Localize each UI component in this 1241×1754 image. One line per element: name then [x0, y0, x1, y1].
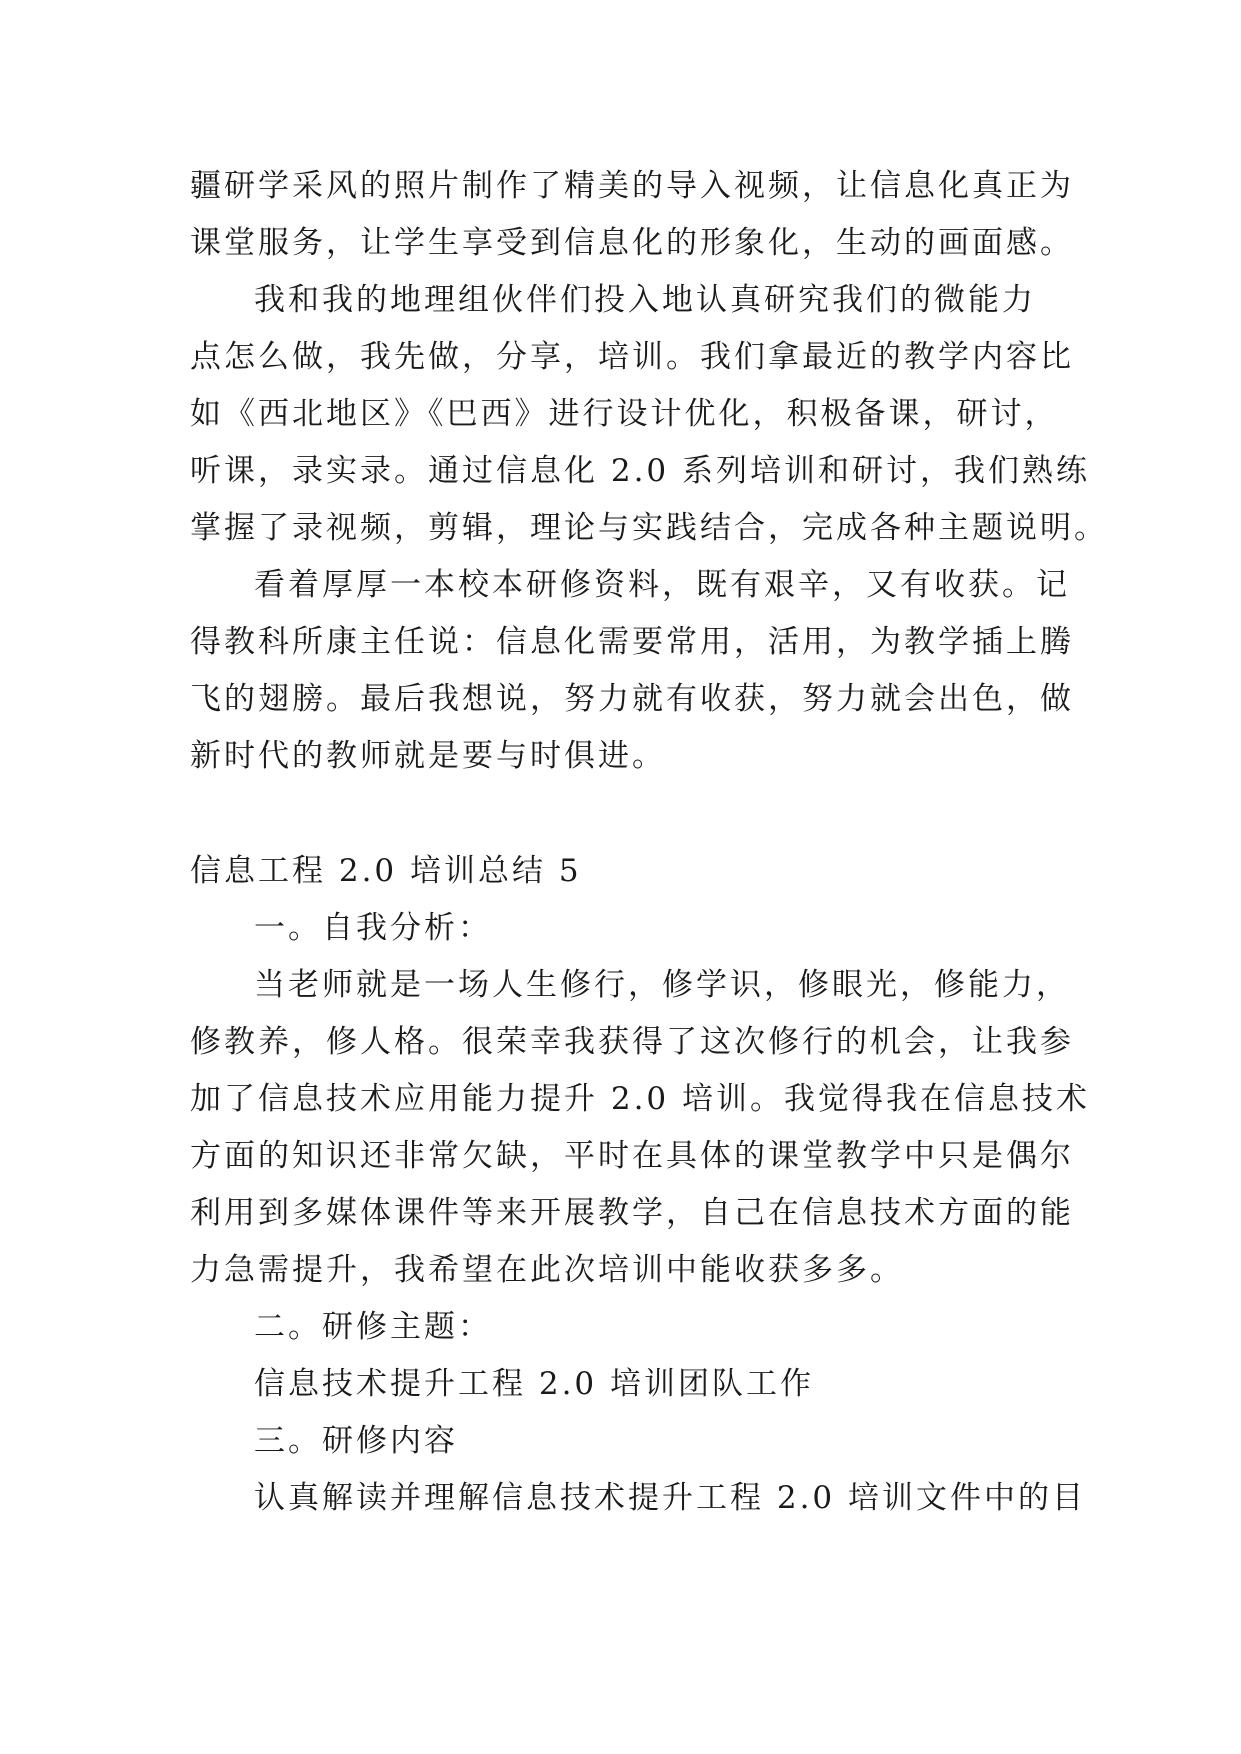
text-line: 听课，录实录。通过信息化 2.0 系列培训和研讨，我们熟练 — [190, 453, 1091, 489]
text-line: 利用到多媒体课件等来开展教学，自己在信息技术方面的能 — [190, 1195, 1074, 1231]
text-line: 得教科所康主任说：信息化需要常用，活用，为教学插上腾 — [190, 624, 1074, 660]
text-line: 新时代的教师就是要与时俱进。 — [190, 738, 666, 774]
text-line: 课堂服务，让学生享受到信息化的形象化，生动的画面感。 — [190, 225, 1074, 261]
text-line: 方面的知识还非常欠缺，平时在具体的课堂教学中只是偶尔 — [190, 1138, 1074, 1174]
text-line: 修教养，修人格。很荣幸我获得了这次修行的机会，让我参 — [190, 1024, 1074, 1060]
subheading: 二。研修主题： — [254, 1309, 492, 1345]
text-line: 掌握了录视频，剪辑，理论与实践结合，完成各种主题说明。 — [190, 510, 1108, 546]
paragraph-start: 看着厚厚一本校本研修资料，既有艰辛，又有收获。记 — [254, 567, 1070, 603]
paragraph-start: 当老师就是一场人生修行，修学识，修眼光，修能力， — [254, 967, 1070, 1003]
text-line: 力急需提升，我希望在此次培训中能收获多多。 — [190, 1252, 904, 1288]
section-spacer — [190, 785, 1070, 843]
section-heading: 信息工程 2.0 培训总结 5 — [190, 853, 582, 889]
paragraph-start: 我和我的地理组伙伴们投入地认真研究我们的微能力 — [254, 282, 1036, 318]
text-line: 飞的翅膀。最后我想说，努力就有收获，努力就会出色，做 — [190, 681, 1074, 717]
text-line: 信息技术提升工程 2.0 培训团队工作 — [254, 1366, 815, 1402]
text-line: 点怎么做，我先做，分享，培训。我们拿最近的教学内容比 — [190, 339, 1074, 375]
text-line: 疆研学采风的照片制作了精美的导入视频，让信息化真正为 — [190, 168, 1074, 204]
text-line: 如《西北地区》《巴西》进行设计优化，积极备课，研讨， — [190, 396, 1059, 432]
text-line: 加了信息技术应用能力提升 2.0 培训。我觉得我在信息技术 — [190, 1081, 1091, 1117]
subheading: 三。研修内容 — [254, 1423, 458, 1459]
subheading: 一。自我分析： — [254, 910, 492, 946]
document-body — [190, 158, 1108, 1527]
paragraph-start: 认真解读并理解信息技术提升工程 2.0 培训文件中的目 — [254, 1480, 1087, 1516]
